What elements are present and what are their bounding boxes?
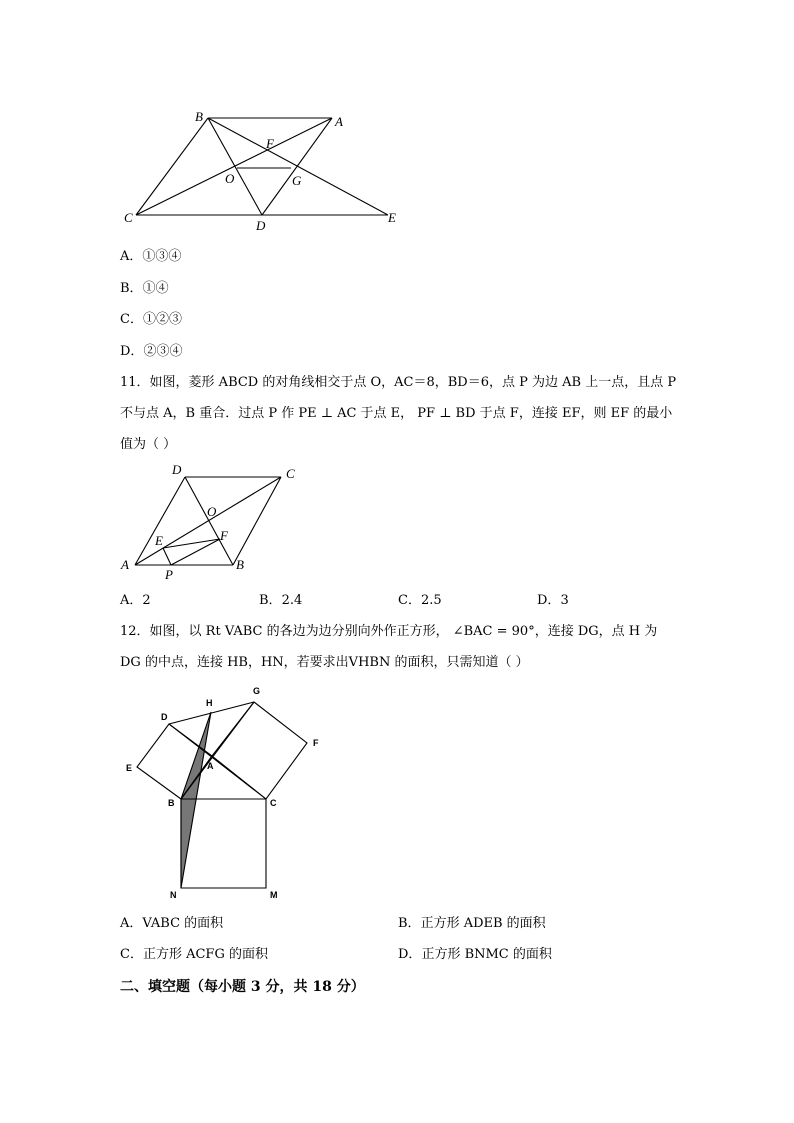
- fig3-label-E: E: [126, 763, 133, 773]
- fig1-label-D: D: [256, 218, 266, 233]
- fig3-label-H: H: [206, 698, 213, 708]
- fig1-label-E: E: [388, 210, 396, 225]
- fig3-label-F: F: [313, 738, 319, 748]
- figure-11-rhombus: [115, 460, 310, 585]
- fig2-label-A: A: [121, 557, 129, 572]
- fig3-label-N: N: [170, 890, 177, 900]
- q11-option-b[interactable]: B．2.4: [259, 593, 303, 608]
- q11-option-a[interactable]: A．2: [120, 593, 151, 608]
- fig1-label-C: C: [124, 210, 133, 225]
- q11-option-d[interactable]: D．3: [537, 593, 569, 608]
- q12-option-d[interactable]: D．正方形 BNMC 的面积: [398, 947, 552, 962]
- fig3-label-G: G: [253, 686, 261, 696]
- q11-text-line3: 值为（ ）: [120, 437, 177, 452]
- fig3-label-D: D: [161, 712, 168, 722]
- fig3-label-B: B: [168, 798, 175, 808]
- figure-10-parallelogram: [115, 105, 415, 235]
- q12-text-line2: DG 的中点，连接 HB，HN，若要求出VHBN 的面积，只需知道（ ）: [120, 655, 529, 670]
- fig2-label-F: F: [220, 528, 228, 543]
- fig2-label-E: E: [155, 533, 163, 548]
- q12-option-c[interactable]: C．正方形 ACFG 的面积: [120, 947, 268, 962]
- fig2-label-C: C: [286, 466, 295, 481]
- fig1-label-O: O: [225, 171, 235, 186]
- q11-text-line2: 不与点 A，B 重合．过点 P 作 PE ⊥ AC 于点 E， PF ⊥ BD 于点 F，连接 EF，则 EF 的最小: [120, 406, 673, 421]
- fig1-label-F: F: [266, 136, 274, 151]
- fig1-label-G: G: [292, 173, 302, 188]
- fig2-label-P: P: [165, 567, 173, 582]
- fig2-label-B: B: [236, 557, 244, 572]
- fig3-label-C: C: [270, 798, 277, 808]
- fig1-label-A: A: [335, 114, 343, 129]
- section-2-title: 二、填空题（每小题 3 分，共 18 分）: [120, 979, 365, 995]
- fig3-label-A: A: [207, 761, 214, 771]
- q11-text-line1: 11．如图，菱形 ABCD 的对角线相交于点 O，AC＝8，BD＝6，点 P 为边 AB 上一点，且点 P: [120, 375, 677, 390]
- fig1-label-B: B: [195, 109, 203, 124]
- fig2-label-O: O: [207, 504, 217, 519]
- fig3-label-M: M: [270, 890, 278, 900]
- q10-option-c[interactable]: C．①②③: [120, 312, 182, 327]
- q10-option-d[interactable]: D．②③④: [120, 344, 183, 359]
- q12-option-a[interactable]: A．VABC 的面积: [120, 916, 224, 931]
- q11-option-c[interactable]: C．2.5: [398, 593, 442, 608]
- q10-option-b[interactable]: B．①④: [120, 281, 169, 296]
- q12-option-b[interactable]: B．正方形 ADEB 的面积: [398, 916, 546, 931]
- q12-text-line1: 12．如图，以 Rt VABC 的各边为边分别向外作正方形， ∠BAC = 90°，连接 DG，点 H 为: [120, 624, 658, 639]
- figure-12-squares: [115, 680, 335, 905]
- fig2-label-D: D: [172, 462, 182, 477]
- q10-option-a[interactable]: A．①③④: [120, 249, 182, 264]
